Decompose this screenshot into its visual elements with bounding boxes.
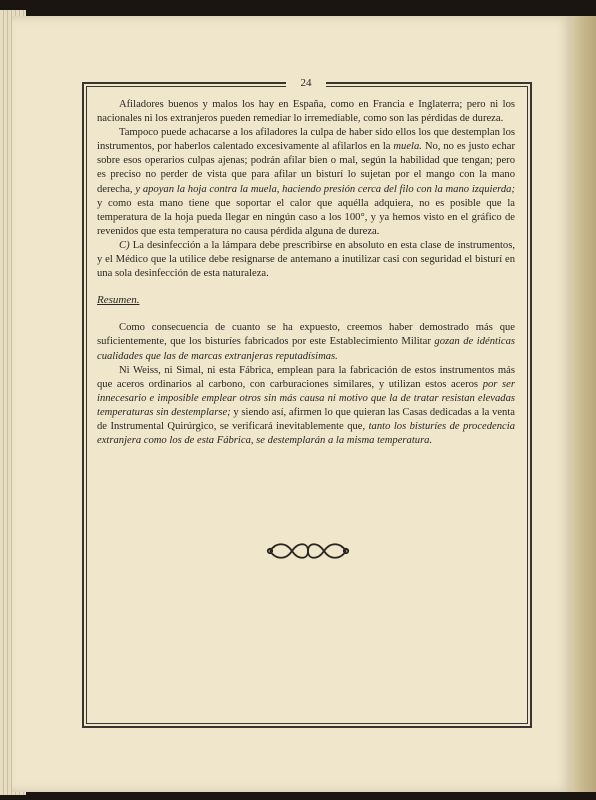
italic-run: muela. [393,141,422,153]
section-heading-resumen: Resumen. [97,294,140,307]
text-run: y siendo así, afirmen lo que quieran las Casas dedicadas a la venta de Instrumental Quirúrgico, se verificará inevitablemente que, [97,406,515,432]
text-run: Tampoco puede achacarse a los afiladores la culpa de haber sido ellos los que destemplan los instrumentos, por haberlos calentado excesivamente al afilarlos en la [97,127,515,153]
paragraph-desinfeccion [97,239,515,281]
book-spine-edge [572,16,596,792]
italic-run: por ser innecesario e imposible emplear otros sin más causa ni motivo que la de tratar resistan elevadas temperaturas sin destemplarse; [97,378,515,418]
italic-run: tanto los bisturíes de procedencia extranjera como los de esta Fábrica, se destemplarán a la misma temperatura. [97,420,515,447]
text-run: No, no es justo echar sobre esos operarios culpas ajenas; podrán afilar bien o mal, según la habilidad que tengan; pero es preciso no perder de vista que para afilar un bisturí lo sujetan por el mango con la mano derecha, [97,141,515,195]
text-run: y como esta mano tiene que soportar el calor que aquélla adquiera, no es posible que la temperatura de la hoja pueda llegar en ningún caso a los 100°, y ya hemos visto en el gráfico de revenidos que esta temperatura no causa pérdida alguna de dureza. [97,197,515,237]
paragraph-tampoco [97,126,515,239]
text-run: Ni Weiss, ni Simal, ni esta Fábrica, emplean para la fabricación de estos instrumentos más que aceros ordinarios al carbono, con carburaciones similares, y utilizan estos aceros [97,364,515,390]
section-letter: C) [119,239,130,251]
body-text [97,98,515,448]
paragraph-consecuencia [97,321,515,363]
scroll-ornament-icon [266,540,350,562]
paragraph-weiss-simal [97,364,515,449]
text-run: Como consecuencia de cuanto se ha expuesto, creemos haber demostrado más que suficientemente, que los bisturíes fabricados por este Establecimiento Militar [97,322,515,348]
italic-run: y apoyan la hoja contra la muela, haciendo presión cerca del filo con la mano izquierda; [135,183,515,195]
paragraph-afiladores: Afiladores buenos y malos los hay en España, como en Francia e Inglaterra; pero ni los nacionales ni los extranjeros pueden remediar lo irremediable, como son las pérdidas de dureza. [97,99,515,125]
italic-run: gozan de idénticas cualidades que las de marcas extranjeras reputadísimas. [97,336,515,362]
page-number: 24 [286,74,326,92]
text-run: La desinfección a la lámpara debe prescribirse en absoluto en esta clase de instrumentos, y el Médico que la utilice debe resignarse de antemano a inutilizar casi con seguridad el bisturí en una sola desinfección de esta naturaleza. [97,239,515,280]
